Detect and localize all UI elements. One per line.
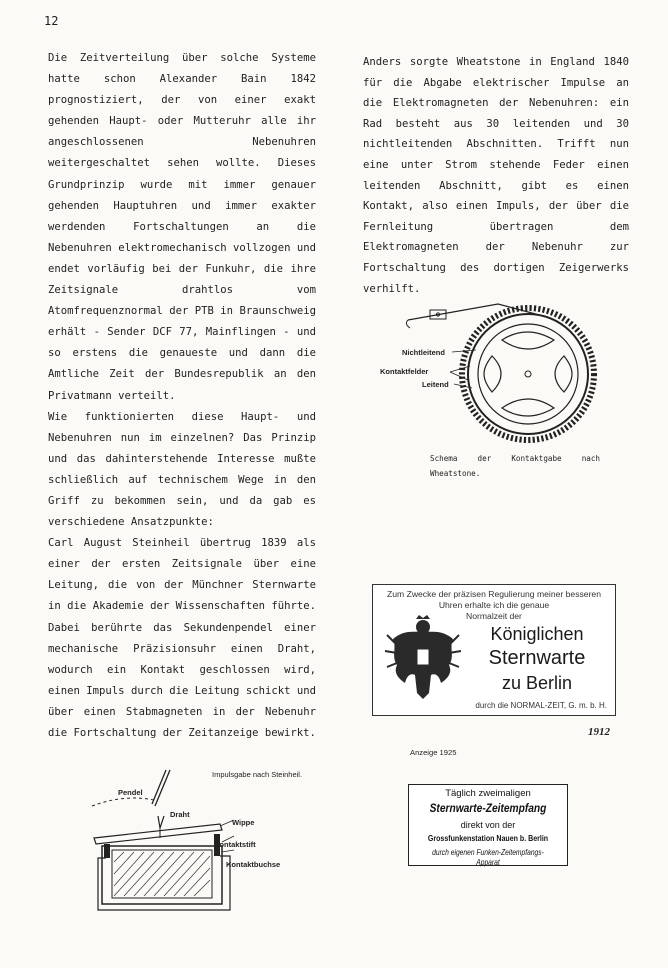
sign-line-2: Sternwarte-Zeitempfang [429,801,547,815]
ad-line-koeniglichen: Königlichen [490,624,584,644]
left-paragraph-1: Die Zeitverteilung über solche Systeme hatte schon Alexander Bain 1842 prognostiziert, der von einer exakt gehenden Haupt- oder Mutteruhr alle ihr angeschlossenen Nebenuhren weitergeschaltet sehen wollte. Dieses Grundprinzip wurde mit immer genauer gehenden Hauptuhren und immer exakter werdenden Fortschaltungen an die Nebenuhren elektromechanisch vollzogen und endet vorläufig bei der Funkuhr, die ihre Zeitsignale drahtlos vom Atomfrequenznormal der PTB in Braunschweig erhält - Sender DCF 77, Mainflingen - und so erstens die genaueste und dann die Amtliche Zeit der Bundesrepublik an den Privatmann verteilt. [48,52,316,402]
ad-top-line-3: Normalzeit der [466,611,522,621]
sign-zeitempfang [408,784,568,866]
ad-top-line-1: Zum Zwecke der präzisen Regulierung meiner besseren [387,589,601,599]
label-kontaktfelder: Kontaktfelder [380,367,429,376]
advertisement-sternwarte [372,584,616,716]
label-wippe: Wippe [232,818,255,827]
right-paragraph-1: Anders sorgte Wheatstone in England 1840 für die Abgabe elektrischer Impulse an die Elektromagneten der Nebenuhren: ein Rad besteht aus 30 leitenden und 30 nichtleitenden Abschnitten. Trifft nun eine unter Strom stehende Feder einen leitenden Abschnitt, gibt es einen Kontakt, also einen Impuls, der über die Fernleitung übertragen dem Elektromagneten der Nebenuhr zur Fortschaltung des dortigen Zeigerwerks verhilft. [363,56,629,295]
page-number: 12 [44,14,59,28]
wheatstone-caption-line-1: Schema der Kontaktgabe nach [430,454,600,463]
left-column [48,48,316,744]
steinheil-figure [84,764,344,916]
label-kontaktbuchse: Kontaktbuchse [226,860,281,869]
sign-line-3: direkt von der [460,820,516,830]
wheatstone-caption [430,451,600,481]
handwritten-year: 1912 [588,726,610,738]
label-nichtleitend: Nichtleitend [402,348,445,357]
label-kontaktstift: Kontaktstift [214,840,256,849]
left-paragraph-2: Wie funktionierten diese Haupt- und Nebenuhren nun im einzelnen? Das Prinzip und das dahinterstehende Interesse mußte schließlich auf technischem Wege in den Griff zu bekommen sein, und da gab es verschiedene Ansatzpunkte: [48,410,316,529]
label-pendel: Pendel [118,788,143,797]
ad-line-sternwarte: Sternwarte [488,647,586,669]
ad-bottom-line: durch die NORMAL-ZEIT, G. m. b. H. [475,701,607,710]
left-paragraph-3: Carl August Steinheil übertrug 1839 als einer der ersten Zeitsignale über eine Leitung, die von der Münchner Sternwarte in die Akademie der Wissenschaften führte. Dabei berührte das Sekundenpendel einer mechanische Präzisionsuhr einen Draht, wodurch ein Kontakt geschlossen wird, einen Impuls durch die Leitung schickt und über einen Stabmagneten in der Nebenuhr die Fortschaltung der Zeitanzeige bewirkt. [48,537,316,739]
ad-line-zu-berlin: zu Berlin [501,673,573,693]
ad-top-line-2: Uhren erhalte ich die genaue [438,600,550,610]
sign-line-1: Täglich zweimaligen [445,788,531,799]
label-leitend: Leitend [422,380,449,389]
wheatstone-figure [378,296,608,446]
sign-line-4: Grossfunkenstation Nauen b. Berlin [427,833,549,843]
right-column [363,52,629,299]
ad-caption: Anzeige 1925 [410,748,457,757]
steinheil-title: Impulsgabe nach Steinheil. [212,770,303,779]
imperial-eagle-icon [383,613,463,701]
wheatstone-caption-line-2: Wheatstone. [430,469,481,478]
sign-line-5: durch eigenen Funken-Zeitempfangs-Apparat [432,847,544,867]
label-draht: Draht [170,810,190,819]
